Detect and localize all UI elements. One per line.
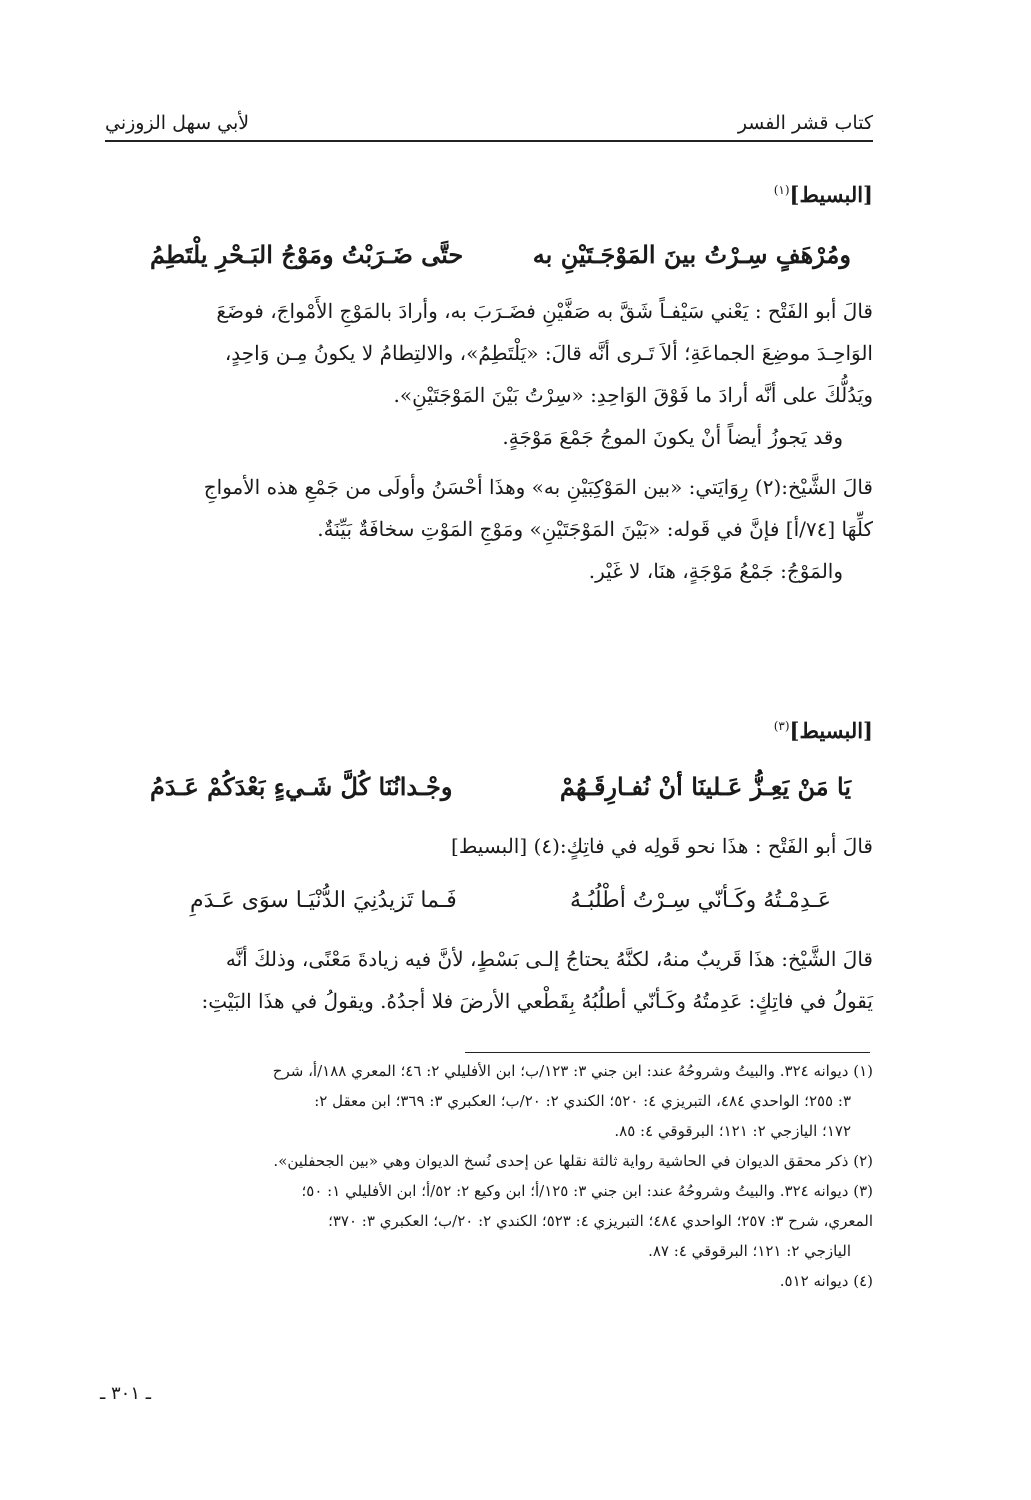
- book-title: كتاب قشر الفسر: [737, 112, 873, 134]
- footnote-line: المعري، شرح ٣: ٢٥٧؛ الواحدي ٤٨٤؛ التبريزي ٤: ٥٢٣؛ الكندي ٢: ٢٠/ب؛ العكبري ٣: ٣٧٠؛: [328, 1212, 873, 1230]
- footnote-line: ٣: ٢٥٥؛ الواحدي ٤٨٤، التبريزي ٤: ٥٢٠؛ الكندي ٢: ٢٠/ب؛ العكبري ٣: ٣٦٩؛ ابن معقل ٢:: [314, 1092, 851, 1110]
- footnote-line: ١٧٢؛ اليازجي ٢: ١٢١؛ البرقوقي ٤: ٨٥.: [614, 1122, 851, 1140]
- commentary-line-abu-alfath: [105, 825, 873, 867]
- author-name: لأبي سهل الزوزني: [105, 112, 250, 134]
- commentary-line: يَقولُ في فاتِكٍ: عَدِمتُهُ وكَـأنّي أطلُبُهُ بِقَطْعي الأرضَ فلا أجدُهُ. ويقولُ في هذَا البَيْتِ:: [201, 989, 873, 1013]
- footnote-ref-3: (٣): [773, 719, 790, 733]
- commentary-line: والمَوْجُ: جَمْعُ مَوْجَةٍ، هنَا، لا غَيْر.: [588, 559, 843, 583]
- verse-2: [150, 772, 851, 801]
- commentary-line: قالَ الشَّيْخ:(٢) رِوَايَتي: «بين المَوْكِبَيْنِ به» وهذَا أحْسَنُ وأولَى من جَمْعِ هذه الأمواجِ: [203, 475, 873, 499]
- commentary-line: قالَ أبو الفَتْح : يَعْني سَيْفـاً شَقَّ به صَفَّيْنِ فضَـرَبَ به، وأرادَ بالمَوْجِ الأَمْواجَ، فوضَعَ: [216, 299, 873, 323]
- meter-label-2: [البسيط]$^{(٣)}$: [773, 718, 873, 743]
- meter-label-1: [البسيط]$^{(١)}$: [773, 182, 873, 207]
- verse-2-second-hemistich: وجْـدانُنَا كُلَّ شَـيءٍ بَعْدَكُمْ عَـدَمُ: [150, 772, 453, 801]
- verse-3: [190, 888, 831, 913]
- footnote-line: (٢) ذكر محقق الديوان في الحاشية رواية ثالثة نقلها عن إحدى نُسخ الديوان وهي «بين الجحفلين».: [273, 1152, 873, 1170]
- verse-3-first-hemistich: عَـدِمْـتُهُ وكَـأنّي سِـرْتُ أطْلُبُـهُ: [570, 888, 831, 913]
- footnote-line: (٤) ديوانه ٥١٢.: [779, 1272, 873, 1290]
- footnote-ref-1: (١): [773, 183, 790, 197]
- page-number: ـ ٣٠١ ـ: [100, 1383, 152, 1404]
- footnote-line: (٣) ديوانه ٣٢٤. والبيتُ وشروحُهُ عند: ابن جني ٣: ١٢٥/أ؛ ابن وكيع ٢: ٥٢/أ؛ ابن الأفليلي ١: ٥٠؛: [301, 1182, 873, 1200]
- verse-1-first-hemistich: ومُرْهَفٍ سِـرْتُ بينَ المَوْجَـتَيْنِ به: [532, 240, 851, 269]
- footnote-line: (١) ديوانه ٣٢٤. والبيتُ وشروحُهُ عند: ابن جني ٣: ١٢٣/ب؛ ابن الأفليلي ٢: ٤٦؛ المعري ١٨٨/أ، شرح: [272, 1062, 873, 1080]
- commentary-line: قالَ الشَّيْخ: هذَا قَريبٌ منهُ، لكنَّهُ يحتاجُ إلـى بَسْطٍ، لأنَّ فيه زيادةَ مَعْنًى، وذلكَ أنَّه: [225, 947, 873, 971]
- commentary-block-2: [105, 938, 873, 1022]
- commentary-line: ويَدُلُّكَ على أنَّه أرادَ ما فَوْقَ الوَاحِدِ: «سِرْتُ بَيْنَ المَوْجَتَيْنِ».: [393, 383, 873, 407]
- footnotes: [105, 1056, 873, 1296]
- verse-1-second-hemistich: حتَّى ضَـرَبْتُ ومَوْجُ البَـحْرِ يلْتَطِمُ: [150, 240, 464, 269]
- commentary-line: كلِّهَا [٧٤/أ] فإنَّ في قَوله: «بَيْنَ المَوْجَتَيْنِ» ومَوْجِ المَوْتِ سخافَةٌ بَيِّنَةٌ.: [317, 517, 873, 541]
- footnote-separator: [465, 1052, 870, 1053]
- commentary-line: وقد يَجوزُ أيضاً أنْ يكونَ الموجُ جَمْعَ مَوْجَةٍ.: [502, 425, 843, 449]
- commentary-line: قالَ أبو الفَتْح : هذَا نحو قَولِه في فاتِكٍ:(٤) [البسيط]: [451, 834, 873, 858]
- running-header: [105, 98, 873, 142]
- commentary-line: الوَاحِـدَ موضِعَ الجماعَةِ؛ ألاَ تَـرى أنَّه قالَ: «يَلْتَطِمُ»، والالتِطامُ لا يكونُ مِـن وَاحِدٍ،: [224, 341, 873, 365]
- verse-1: [150, 240, 851, 269]
- verse-3-second-hemistich: فَـما تَزيدُنِيَ الدُّنْيَـا سوَى عَـدَمِ: [190, 888, 457, 913]
- verse-2-first-hemistich: يَا مَنْ يَعِـزُّ عَـلينَا أنْ نُفـارِقَـهُمْ: [559, 772, 851, 801]
- commentary-block-1: [105, 290, 873, 592]
- footnote-line: اليازجي ٢: ١٢١؛ البرقوقي ٤: ٨٧.: [648, 1242, 851, 1260]
